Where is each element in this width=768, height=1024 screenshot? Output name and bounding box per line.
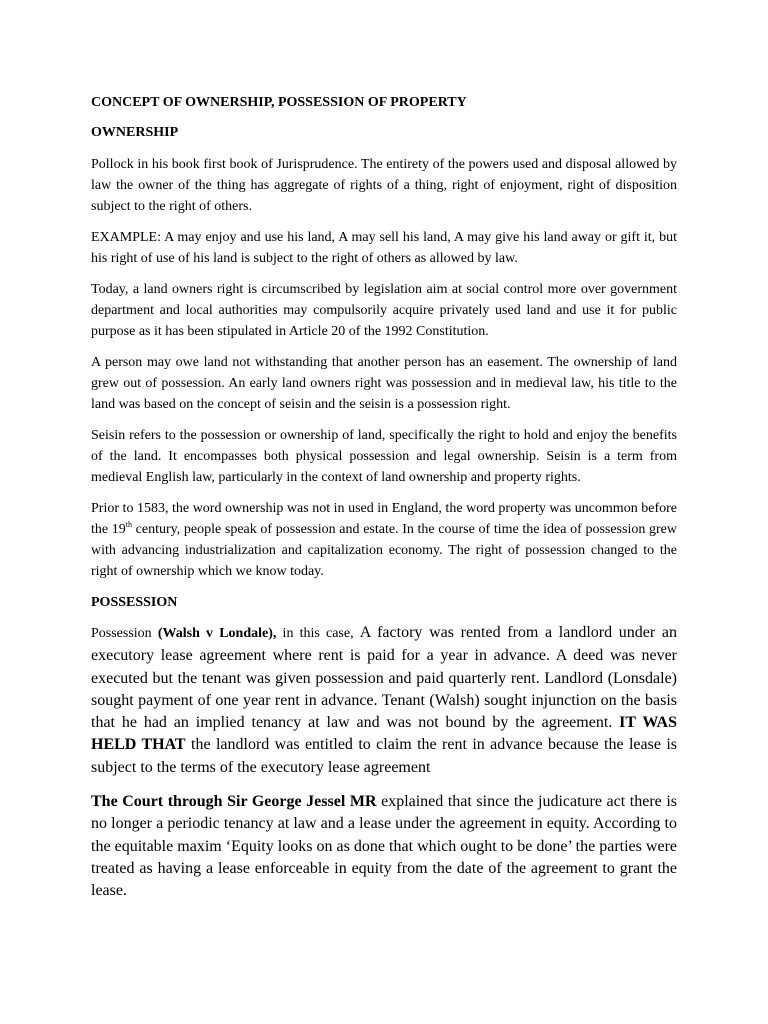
ownership-paragraph-1: Pollock in his book first book of Jurisprudence. The entirety of the powers used and disposal allowed by law the owner of the thing has aggregate of rights of a thing, right of enjoyment, right of disposition subject to the right of others. <box>91 157 677 214</box>
possession-lead: Possession <box>91 626 158 641</box>
possession-paragraph-2 <box>91 791 677 902</box>
superscript-th: th <box>125 520 133 529</box>
ownership-paragraph-4: A person may owe land not withstanding that another person has an easement. The ownership of land grew out of possession. An early land owners right was possession and in medieval law, his title to the land was based on the concept of seisin and the seisin is a possession right. <box>91 355 677 412</box>
court-explanation: explained that since the judicature act there is no longer a periodic tenancy at law and a lease under the agreement in equity. According to the equitable maxim ‘Equity looks on as done that which ought to be done’ the parties were treated as having a lease enforceable in equity from the date of the agreement to grant the lease. <box>91 793 677 900</box>
ownership-paragraph-2: EXAMPLE: A may enjoy and use his land, A may sell his land, A may give his land away or gift it, but his right of use of his land is subject to the right of others as allowed by law. <box>91 230 677 266</box>
case-facts: A factory was rented from a landlord under an executory lease agreement where rent is paid for a year in advance. A deed was never executed but the tenant was given possession and paid quarterly rent. Landlord (Lonsdale) sought payment of one year rent in advance. Tenant (Walsh) sought injunction on the basis that he had an implied tenancy at law and was not bound by the agreement. <box>91 624 677 732</box>
holding-text: the landlord was entitled to claim the rent in advance because the lease is subject to the terms of the executory lease agreement <box>91 736 677 776</box>
document-page <box>91 94 677 903</box>
held-label: IT WAS HELD THAT <box>91 714 678 754</box>
court-label: The Court through Sir George Jessel MR <box>91 793 377 811</box>
ownership-paragraph-6 <box>91 498 677 582</box>
paragraph-6-part-a: Prior to 1583, the word ownership was not in used in England, the word property was uncommon before the 19 <box>91 501 677 537</box>
document-title: CONCEPT OF OWNERSHIP, POSSESSION OF PROPERTY <box>91 95 467 110</box>
ownership-paragraph-5: Seisin refers to the possession or ownership of land, specifically the right to hold and enjoy the benefits of the land. It encompasses both physical possession and legal ownership. Seisin is a term from medieval English law, particularly in the context of land ownership and property rights. <box>91 428 677 485</box>
possession-paragraph-1 <box>91 622 677 779</box>
case-name: (Walsh v Londale), <box>157 626 277 641</box>
ownership-heading: OWNERSHIP <box>91 125 179 140</box>
possession-heading: POSSESSION <box>91 595 178 610</box>
paragraph-6-part-b: century, people speak of possession and estate. In the course of time the idea of possession grew with advancing industrialization and capitalization economy. The right of possession changed to the right of ownership which we know today. <box>91 522 677 579</box>
ownership-paragraph-3: Today, a land owners right is circumscribed by legislation aim at social control more over government department and local authorities may compulsorily acquire privately used land and use it for public purpose as it has been stipulated in Article 20 of the 1992 Constitution. <box>91 282 677 339</box>
possession-mid: in this case, <box>276 626 360 641</box>
